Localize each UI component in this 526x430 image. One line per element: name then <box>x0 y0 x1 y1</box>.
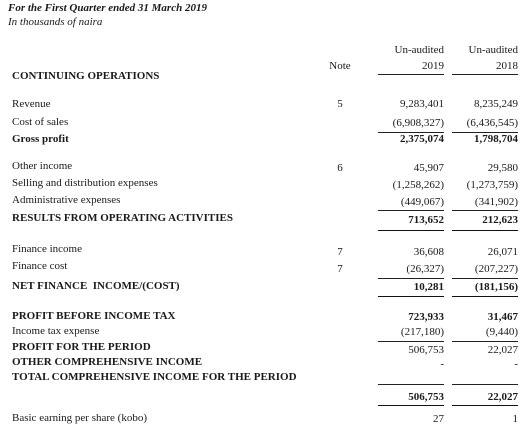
row-value-2018: 212,623 <box>482 214 518 226</box>
row-value-2018: 1 <box>512 413 518 425</box>
row-label: Gross profit <box>12 133 69 145</box>
row-value-2018: (9,440) <box>485 326 518 338</box>
row-label: RESULTS FROM OPERATING ACTIVITIES <box>12 212 233 224</box>
total-line-2018 <box>452 230 518 231</box>
subtotal-line-2018 <box>452 341 518 342</box>
row-value-2019: - <box>440 358 444 370</box>
row-value-2019: 713,652 <box>408 214 444 226</box>
subtotal-line-2019 <box>378 341 444 342</box>
row-label: Finance cost <box>12 260 68 272</box>
col-2018-header-underline <box>452 74 518 75</box>
row-note: 5 <box>337 98 343 110</box>
row-note: 6 <box>337 162 343 174</box>
row-value-2019: (217,180) <box>400 326 444 338</box>
row-value-2018: 29,580 <box>487 162 518 174</box>
section-heading-continuing-operations: CONTINUING OPERATIONS <box>12 70 160 82</box>
row-value-2018: 1,798,704 <box>474 133 518 145</box>
row-value-2019: 9,283,401 <box>400 98 444 110</box>
row-value-2019: 506,753 <box>408 344 444 356</box>
statement-units: In thousands of naira <box>8 16 103 28</box>
row-value-2019: (26,327) <box>406 263 444 275</box>
row-value-2018: 22,027 <box>487 391 518 403</box>
total-double-line-2019 <box>378 405 444 406</box>
total-double-line-2018 <box>452 405 518 406</box>
row-value-2019: 723,933 <box>408 311 444 323</box>
row-label: PROFIT BEFORE INCOME TAX <box>12 310 176 322</box>
row-value-2019: 45,907 <box>413 162 444 174</box>
row-label: Other income <box>12 160 73 172</box>
col-2018-header-status: Un-audited <box>468 44 518 56</box>
row-label: Selling and distribution expenses <box>12 177 158 189</box>
row-label: Basic earning per share (kobo) <box>12 412 148 424</box>
subtotal-line-2018 <box>452 278 518 279</box>
col-2018-header-year: 2018 <box>496 60 518 72</box>
row-label: NET FINANCE INCOME/(COST) <box>12 280 180 292</box>
row-label: Revenue <box>12 98 51 110</box>
col-2019-header-status: Un-audited <box>394 44 444 56</box>
total-top-line-2019 <box>378 384 444 385</box>
row-value-2019: 27 <box>433 413 444 425</box>
row-label: PROFIT FOR THE PERIOD <box>12 341 151 353</box>
row-label: Administrative expenses <box>12 194 121 206</box>
row-value-2018: (6,436,545) <box>466 117 518 129</box>
total-line-2018 <box>452 296 518 297</box>
row-value-2018: 31,467 <box>487 311 518 323</box>
col-2019-header-year: 2019 <box>422 60 444 72</box>
row-value-2019: 36,608 <box>413 246 444 258</box>
row-value-2019: 506,753 <box>408 391 444 403</box>
row-value-2018: 22,027 <box>487 344 518 356</box>
row-value-2019: 10,281 <box>413 281 444 293</box>
row-label: Finance income <box>12 243 82 255</box>
row-value-2019: (1,258,262) <box>392 179 444 191</box>
total-line-2019 <box>378 230 444 231</box>
row-note: 7 <box>337 246 343 258</box>
row-value-2018: 8,235,249 <box>474 98 518 110</box>
subtotal-line-2018 <box>452 210 518 211</box>
row-value-2018: (1,273,759) <box>466 179 518 191</box>
row-label: OTHER COMPREHENSIVE INCOME <box>12 356 203 368</box>
statement-period: For the First Quarter ended 31 March 2019 <box>8 2 207 14</box>
row-value-2019: (6,908,327) <box>392 117 444 129</box>
note-column-header: Note <box>329 60 351 72</box>
row-label: Income tax expense <box>12 325 100 337</box>
subtotal-line-2019 <box>378 278 444 279</box>
row-label: Cost of sales <box>12 116 69 128</box>
total-top-line-2018 <box>452 384 518 385</box>
row-value-2019: 2,375,074 <box>400 133 444 145</box>
subtotal-line-2019 <box>378 210 444 211</box>
row-value-2018: (181,156) <box>474 281 518 293</box>
row-label: TOTAL COMPREHENSIVE INCOME FOR THE PERIOD <box>12 371 297 383</box>
row-value-2018: (207,227) <box>474 263 518 275</box>
col-2019-header-underline <box>378 74 444 75</box>
row-value-2018: (341,902) <box>474 196 518 208</box>
row-value-2019: (449,067) <box>400 196 444 208</box>
row-note: 7 <box>337 263 343 275</box>
row-value-2018: - <box>514 358 518 370</box>
row-value-2018: 26,071 <box>487 246 518 258</box>
total-line-2019 <box>378 296 444 297</box>
